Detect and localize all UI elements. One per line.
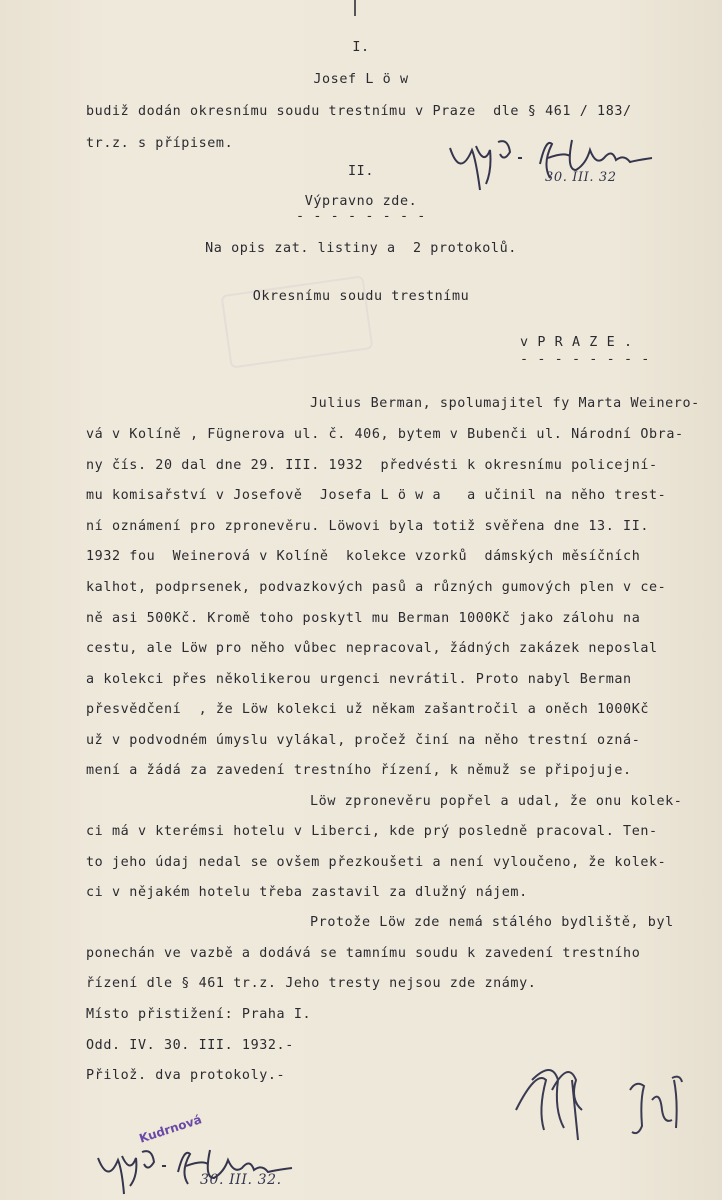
- body-line: to jeho údaj nedal se ovšem přezkoušeti a není vyloučeno, že kolek-: [86, 855, 667, 870]
- body-line: ní oznámení pro zpronevěru. Löwovi byla totiž svěřena dne 13. II.: [86, 519, 650, 534]
- addressee-city: v P R A Z E .: [520, 335, 633, 350]
- roman-numeral-2: II.: [348, 164, 374, 179]
- body-line: mu komisařství v Josefově Josefa L ö w a a učinil na něho trest-: [86, 488, 667, 503]
- vypravno-line: Výpravno zde.: [304, 194, 418, 209]
- body-line: ci má v kterémsi hotelu v Liberci, kde prý posledně pracoval. Ten-: [86, 824, 658, 839]
- handwritten-signature-right: [512, 1050, 702, 1150]
- addressee-line: Okresnímu soudu trestnímu: [252, 289, 470, 304]
- body-line: přesvědčení , že Löw kolekci už někam zašantročil a oněch 1000Kč: [86, 702, 650, 717]
- body-line: Protože Löw zde nemá stálého bydliště, byl: [310, 915, 674, 930]
- signature-bottom-date: 30. III. 32.: [200, 1172, 282, 1188]
- body-line: vá v Kolíně , Fügnerova ul. č. 406, bytem v Bubenči ul. Národní Obra-: [86, 427, 684, 442]
- body-line: ny čís. 20 dal dne 29. III. 1932 předvésti k okresnímu policejní-: [86, 458, 658, 473]
- signature-bottom-strokes: [92, 1140, 332, 1200]
- body-line: Julius Berman, spolumajitel fy Marta Weinero-: [310, 396, 700, 411]
- top-mark: [354, 0, 356, 16]
- body-line: 1932 fou Weinerová v Kolíně kolekce vzorků dámských měsíčních: [86, 549, 641, 564]
- copy-note: Na opis zat. listiny a 2 protokolů.: [205, 241, 517, 256]
- body-line: řízení dle § 461 tr.z. Jeho tresty nejsou zde známy.: [86, 976, 537, 991]
- roman-numeral-1: I.: [352, 40, 370, 55]
- dash-separator-2: - - - - - - - -: [520, 352, 650, 367]
- department-date: Odd. IV. 30. III. 1932.-: [86, 1038, 294, 1053]
- body-line: už v podvodném úmyslu vylákal, pročež činí na něho trestní ozná-: [86, 733, 641, 748]
- body-line: mení a žádá za zavedení trestního řízení, k němuž se připojuje.: [86, 763, 632, 778]
- body-line: ně asi 500Kč. Kromě toho poskytl mu Berman 1000Kč jako zálohu na: [86, 611, 641, 626]
- body-line: ponechán ve vazbě a dodává se tamnímu soudu k zavedení trestního: [86, 946, 641, 961]
- subject-name: Josef L ö w: [313, 72, 409, 87]
- body-line: kalhot, podprsenek, podvazkových pasů a různých gumových plen v ce-: [86, 580, 667, 595]
- arrest-place: Místo přistižení: Praha I.: [86, 1007, 312, 1022]
- body-line: cestu, ale Löw pro něho vůbec nepracoval, žádných zakázek neposlal: [86, 641, 658, 656]
- body-line: a kolekci přes několikerou urgenci nevrátil. Proto nabyl Berman: [86, 672, 632, 687]
- attachments-note: Přilož. dva protokoly.-: [86, 1068, 286, 1083]
- body-line: ci v nějakém hotelu třeba zastavil za dlužný nájem.: [86, 885, 528, 900]
- body-line: Löw zpronevěru popřel a udal, že onu kolek-: [310, 794, 683, 809]
- signature-top-strokes: [440, 128, 670, 208]
- heading-line-1: budiž dodán okresnímu soudu trestnímu v Praze dle § 461 / 183/: [86, 104, 632, 119]
- dash-separator-1: - - - - - - - -: [296, 209, 426, 224]
- heading-line-2: tr.z. s přípisem.: [86, 136, 234, 151]
- stamp-name: Kudrnová: [137, 1112, 204, 1146]
- signature-top-date: 30. III. 32: [545, 170, 617, 185]
